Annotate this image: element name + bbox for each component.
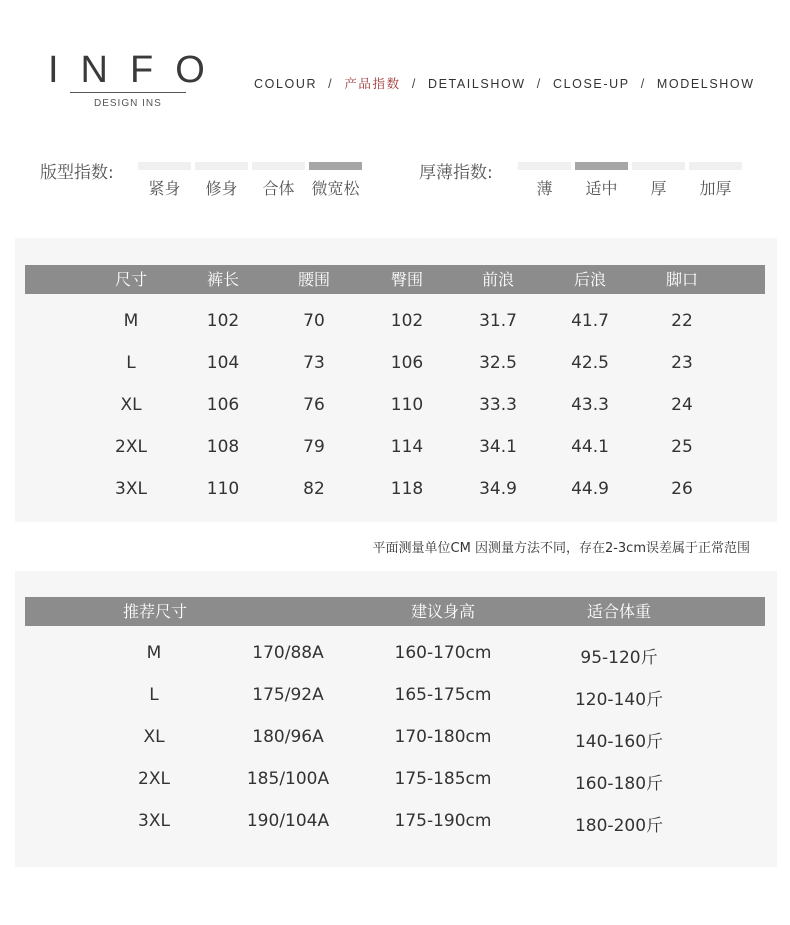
fit-index-scale bbox=[138, 162, 362, 199]
fit-option-label: 紧身 bbox=[148, 179, 181, 198]
nav-item-detailshow[interactable]: DETAILSHOW bbox=[427, 77, 526, 91]
nav-separator: / bbox=[328, 77, 334, 91]
table-cell: 24 bbox=[671, 395, 693, 415]
table-cell: 34.1 bbox=[479, 437, 517, 457]
table-cell: 25 bbox=[671, 437, 693, 457]
thickness-option-label: 薄 bbox=[536, 179, 553, 198]
table-cell: 175-185cm bbox=[394, 769, 492, 789]
table-cell: XL bbox=[143, 727, 165, 747]
table-cell: 32.5 bbox=[479, 353, 517, 373]
table-cell: 102 bbox=[390, 311, 424, 331]
recommendation-table-header bbox=[25, 597, 765, 626]
thickness-option bbox=[575, 162, 628, 199]
table-cell: 180/96A bbox=[252, 727, 324, 747]
table-cell: 22 bbox=[671, 311, 693, 331]
logo-subtitle: DESIGN INS bbox=[94, 98, 162, 109]
table-cell: M bbox=[123, 311, 139, 331]
table-cell: 175-190cm bbox=[394, 811, 492, 831]
table-cell: 79 bbox=[303, 437, 325, 457]
logo-divider bbox=[70, 92, 186, 93]
table-cell: 2XL bbox=[115, 437, 147, 457]
thickness-index-label: 厚薄指数: bbox=[419, 163, 493, 183]
thickness-option bbox=[518, 162, 571, 199]
table-cell: 33.3 bbox=[479, 395, 517, 415]
fit-option-label: 修身 bbox=[205, 179, 238, 198]
table-cell: 110 bbox=[206, 479, 240, 499]
table-cell: 42.5 bbox=[571, 353, 609, 373]
table-cell: 108 bbox=[206, 437, 240, 457]
thickness-option-label: 加厚 bbox=[699, 179, 732, 198]
table-cell: 95-120斤 bbox=[580, 648, 658, 668]
table-cell: 26 bbox=[671, 479, 693, 499]
column-header: 推荐尺寸 bbox=[122, 602, 188, 621]
table-cell: 44.1 bbox=[571, 437, 609, 457]
table-cell: 106 bbox=[390, 353, 424, 373]
table-cell: 106 bbox=[206, 395, 240, 415]
table-cell: 70 bbox=[303, 311, 325, 331]
table-cell: 160-170cm bbox=[394, 643, 492, 663]
nav-separator: / bbox=[411, 77, 417, 91]
table-cell: 34.9 bbox=[479, 479, 517, 499]
table-cell: 82 bbox=[303, 479, 325, 499]
scale-bar bbox=[309, 162, 362, 170]
scale-bar bbox=[632, 162, 685, 170]
table-cell: 180-200斤 bbox=[574, 816, 664, 836]
table-cell: XL bbox=[120, 395, 142, 415]
scale-bar bbox=[252, 162, 305, 170]
table-cell: 43.3 bbox=[571, 395, 609, 415]
table-cell: 170/88A bbox=[252, 643, 324, 663]
table-cell: 23 bbox=[671, 353, 693, 373]
nav-separator: / bbox=[640, 77, 646, 91]
table-cell: 170-180cm bbox=[394, 727, 492, 747]
table-cell: 140-160斤 bbox=[574, 732, 664, 752]
table-cell: 2XL bbox=[138, 769, 170, 789]
scale-bar bbox=[689, 162, 742, 170]
nav-item-colour[interactable]: COLOUR bbox=[254, 77, 318, 91]
fit-index-label: 版型指数: bbox=[40, 163, 114, 183]
table-cell: 73 bbox=[303, 353, 325, 373]
column-header: 前浪 bbox=[481, 270, 515, 289]
table-cell: 44.9 bbox=[571, 479, 609, 499]
table-cell: 185/100A bbox=[246, 769, 330, 789]
nav-item-product-index[interactable]: 产品指数 bbox=[344, 77, 401, 91]
thickness-option-label: 适中 bbox=[585, 179, 618, 198]
table-cell: 110 bbox=[390, 395, 424, 415]
measurement-note: 平面测量单位CM 因测量方法不同，存在2-3cm误差属于正常范围 bbox=[372, 541, 750, 556]
scale-bar bbox=[138, 162, 191, 170]
thickness-option-label: 厚 bbox=[650, 179, 667, 198]
fit-option bbox=[195, 162, 248, 199]
size-table-header bbox=[25, 265, 765, 294]
fit-option bbox=[309, 162, 362, 199]
table-cell: 160-180斤 bbox=[574, 774, 664, 794]
table-cell: 175/92A bbox=[252, 685, 324, 705]
nav-separator: / bbox=[536, 77, 542, 91]
column-header: 适合体重 bbox=[586, 602, 652, 621]
thickness-index-scale bbox=[518, 162, 742, 199]
table-cell: 120-140斤 bbox=[574, 690, 664, 710]
table-cell: M bbox=[146, 643, 162, 663]
brand-logo bbox=[48, 48, 227, 109]
table-cell: L bbox=[126, 353, 136, 373]
scale-bar bbox=[518, 162, 571, 170]
fit-option-label: 合体 bbox=[262, 179, 295, 198]
fit-option bbox=[138, 162, 191, 199]
nav-item-modelshow[interactable]: MODELSHOW bbox=[656, 77, 755, 91]
thickness-option bbox=[689, 162, 742, 199]
table-cell: 190/104A bbox=[246, 811, 330, 831]
table-cell: 104 bbox=[206, 353, 240, 373]
fit-option-label: 微宽松 bbox=[311, 179, 360, 198]
scale-bar bbox=[575, 162, 628, 170]
size-chart-panel bbox=[15, 238, 777, 522]
table-cell: 3XL bbox=[115, 479, 147, 499]
recommendation-panel bbox=[15, 571, 777, 867]
column-header: 尺寸 bbox=[114, 270, 148, 289]
scale-bar bbox=[195, 162, 248, 170]
table-cell: 76 bbox=[303, 395, 325, 415]
column-header: 裤长 bbox=[206, 270, 240, 289]
table-cell: 165-175cm bbox=[394, 685, 492, 705]
table-cell: 114 bbox=[390, 437, 424, 457]
column-header: 臀围 bbox=[390, 270, 424, 289]
column-header: 后浪 bbox=[573, 270, 607, 289]
column-header: 建议身高 bbox=[410, 602, 476, 621]
table-cell: 118 bbox=[390, 479, 424, 499]
table-cell: L bbox=[149, 685, 159, 705]
table-cell: 102 bbox=[206, 311, 240, 331]
nav-item-close-up[interactable]: CLOSE-UP bbox=[552, 77, 630, 91]
table-cell: 3XL bbox=[138, 811, 170, 831]
section-nav bbox=[254, 74, 755, 92]
thickness-option bbox=[632, 162, 685, 199]
column-header: 腰围 bbox=[297, 270, 331, 289]
table-cell: 41.7 bbox=[571, 311, 609, 331]
fit-option bbox=[252, 162, 305, 199]
column-header: 脚口 bbox=[665, 270, 699, 289]
logo-word: INFO bbox=[48, 49, 227, 91]
table-cell: 31.7 bbox=[479, 311, 517, 331]
